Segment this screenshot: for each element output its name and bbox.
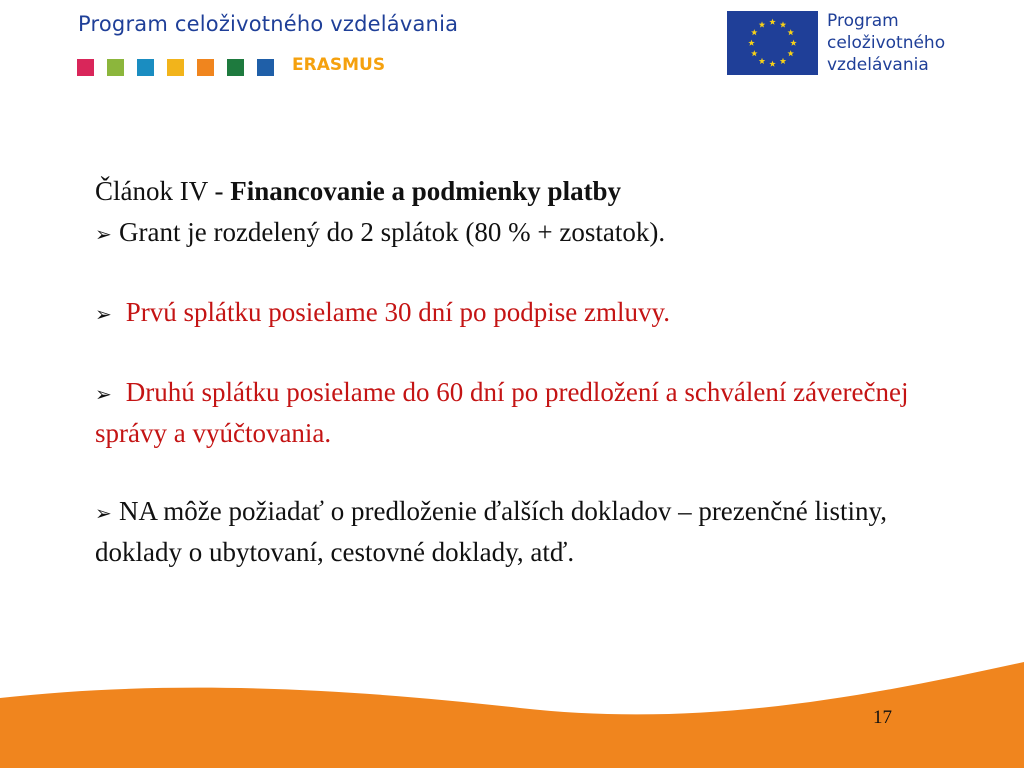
bullet-item <box>95 373 975 453</box>
arrow-bullet-icon: ➢ <box>95 382 112 406</box>
article-heading-prefix: Článok IV - <box>95 176 231 206</box>
eu-logo <box>727 11 818 75</box>
eu-logo-text <box>827 10 945 76</box>
eu-flag-icon <box>727 11 818 75</box>
color-square <box>227 59 244 76</box>
eu-logo-line: vzdelávania <box>827 55 929 75</box>
color-square <box>137 59 154 76</box>
eu-logo-line: celoživotného <box>827 33 946 53</box>
color-square <box>107 59 124 76</box>
article-heading-title: Financovanie a podmienky platby <box>230 176 622 206</box>
article-heading <box>95 172 975 211</box>
slide-content <box>95 172 975 572</box>
bullet-text: Grant je rozdelený do 2 splátok (80 % + zostatok). <box>119 217 666 247</box>
bullet-item <box>95 293 975 334</box>
bullet-item <box>95 213 975 254</box>
header-title: Program celoživotného vzdelávania <box>78 12 459 36</box>
footer-wave <box>0 650 1024 768</box>
program-name: ERASMUS <box>292 55 386 75</box>
arrow-bullet-icon: ➢ <box>95 222 112 246</box>
color-square <box>197 59 214 76</box>
arrow-bullet-icon: ➢ <box>95 302 112 326</box>
bullet-text: Druhú splátku posielame do 60 dní po predložení a schválení záverečnej správy a vyúčtovania. <box>95 377 909 448</box>
color-square <box>77 59 94 76</box>
color-square <box>167 59 184 76</box>
color-square <box>257 59 274 76</box>
bullet-text: Prvú splátku posielame 30 dní po podpise zmluvy. <box>125 297 670 327</box>
bullet-text: NA môže požiadať o predloženie ďalších dokladov – prezenčné listiny, doklady o ubytovaní, cestovné doklady, atď. <box>95 496 887 567</box>
arrow-bullet-icon: ➢ <box>95 501 112 525</box>
eu-logo-line: Program <box>827 11 899 31</box>
page-number: 17 <box>873 707 892 728</box>
program-color-squares <box>77 59 274 76</box>
bullet-item <box>95 492 975 572</box>
